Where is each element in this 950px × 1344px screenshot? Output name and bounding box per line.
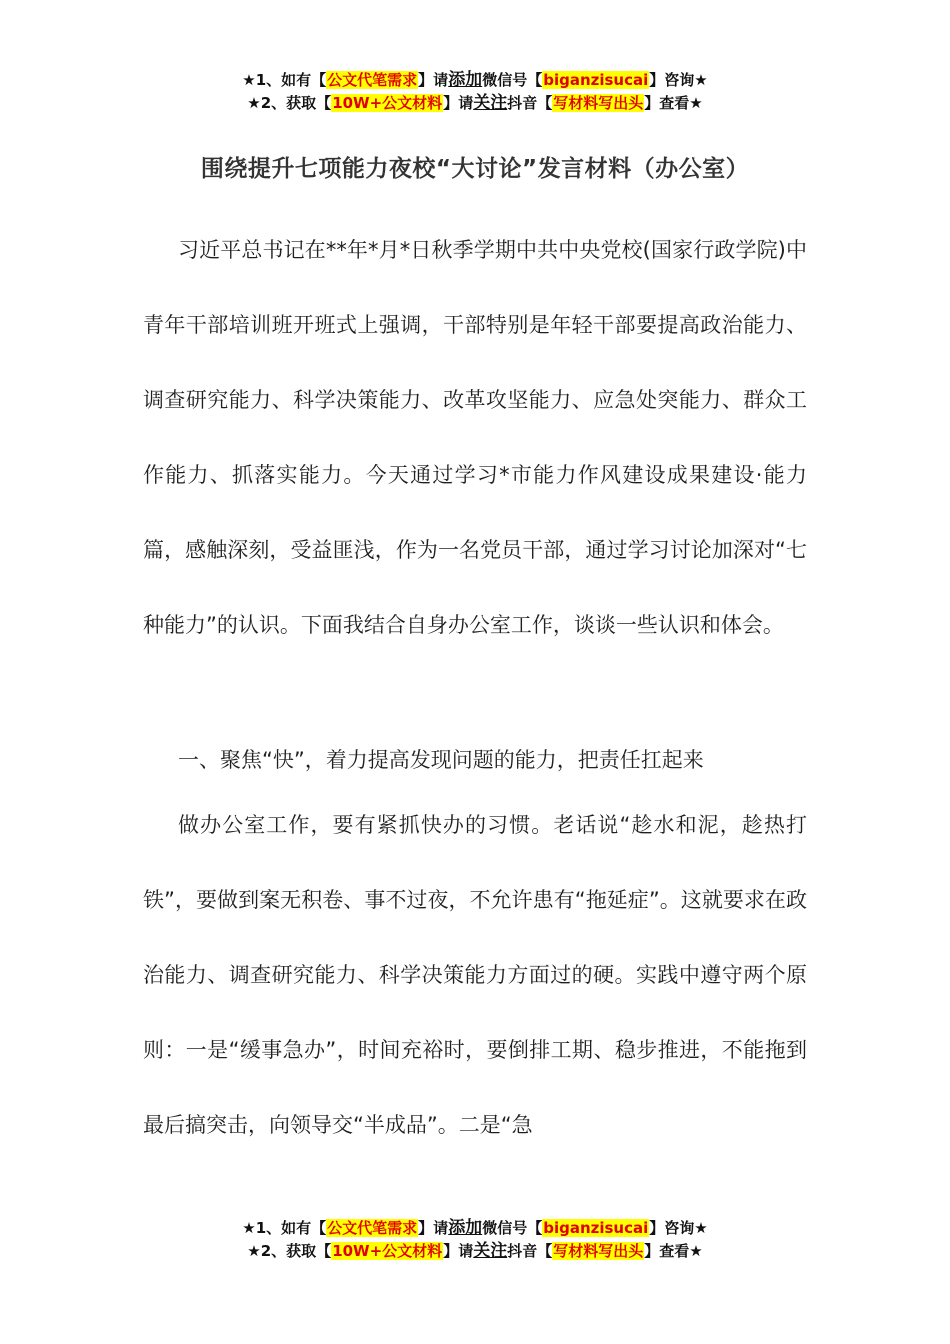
promo-banner-bottom — [0, 1217, 950, 1263]
intro-paragraph: 习近平总书记在**年*月*日秋季学期中共中央党校(国家行政学院)中青年干部培训班开班式上强调，干部特别是年轻干部要提高政治能力、调查研究能力、科学决策能力、改革攻坚能力、应急处突能力、群众工作能力、抓落实能力。今天通过学习*市能力作风建设成果建设·能力篇，感触深刻，受益匪浅，作为一名党员干部，通过学习讨论加深对“七种能力”的认识。下面我结合自身办公室工作，谈谈一些认识和体会。 — [143, 238, 807, 637]
promo-text: 微信号【 — [482, 71, 543, 89]
promo-banner-top — [0, 69, 950, 115]
document-title: 围绕提升七项能力夜校“大讨论”发言材料（办公室） — [200, 156, 750, 182]
promo-text: 抖音【 — [507, 94, 553, 112]
promo-emphasis: 添加 — [448, 70, 483, 90]
promo-line-2 — [0, 1240, 950, 1263]
promo-line-2 — [0, 92, 950, 115]
promo-highlight: 10W+公文材料 — [332, 1242, 443, 1260]
douyin-id-highlight: 写材料写出头 — [553, 94, 644, 112]
promo-text: 】请 — [443, 94, 474, 112]
promo-emphasis: 关注 — [473, 1241, 508, 1261]
section-1-paragraph: 做办公室工作，要有紧抓快办的习惯。老话说“趁水和泥，趁热打铁”，要做到案无积卷、事不过夜，不允许患有“拖延症”。这就要求在政治能力、调查研究能力、科学决策能力方面过的硬。实践中遵守两个原则：一是“缓事急办”，时间充裕时，要倒排工期、稳步推进，不能拖到最后搞突击，向领导交“半成品”。二是“急 — [143, 813, 807, 1137]
promo-text: 】请 — [418, 71, 449, 89]
douyin-id-highlight: 写材料写出头 — [553, 1242, 644, 1260]
promo-text: 微信号【 — [482, 1219, 543, 1237]
promo-text: ★2、获取【 — [247, 1242, 332, 1260]
promo-text: 】请 — [418, 1219, 449, 1237]
promo-line-1 — [0, 69, 950, 92]
promo-highlight: 10W+公文材料 — [332, 94, 443, 112]
promo-text: 】咨询★ — [649, 71, 708, 89]
promo-highlight: 公文代笔需求 — [327, 1219, 418, 1237]
promo-text: ★2、获取【 — [247, 94, 332, 112]
promo-text: 】查看★ — [644, 1242, 703, 1260]
promo-text: 】查看★ — [644, 94, 703, 112]
wechat-id-highlight: biganzisucai — [543, 1219, 649, 1237]
promo-text: ★1、如有【 — [242, 71, 327, 89]
promo-line-1 — [0, 1217, 950, 1240]
promo-emphasis: 关注 — [473, 93, 508, 113]
intro-paragraph-block — [143, 213, 807, 663]
promo-text: 抖音【 — [507, 1242, 553, 1260]
promo-text: 】咨询★ — [649, 1219, 708, 1237]
promo-highlight: 公文代笔需求 — [327, 71, 418, 89]
promo-emphasis: 添加 — [448, 1218, 483, 1238]
wechat-id-highlight: biganzisucai — [543, 71, 649, 89]
promo-text: 】请 — [443, 1242, 474, 1260]
section-1-paragraph-block — [143, 788, 807, 1163]
section-heading-1: 一、聚焦“快”，着力提高发现问题的能力，把责任扛起来 — [178, 748, 704, 772]
promo-text: ★1、如有【 — [242, 1219, 327, 1237]
